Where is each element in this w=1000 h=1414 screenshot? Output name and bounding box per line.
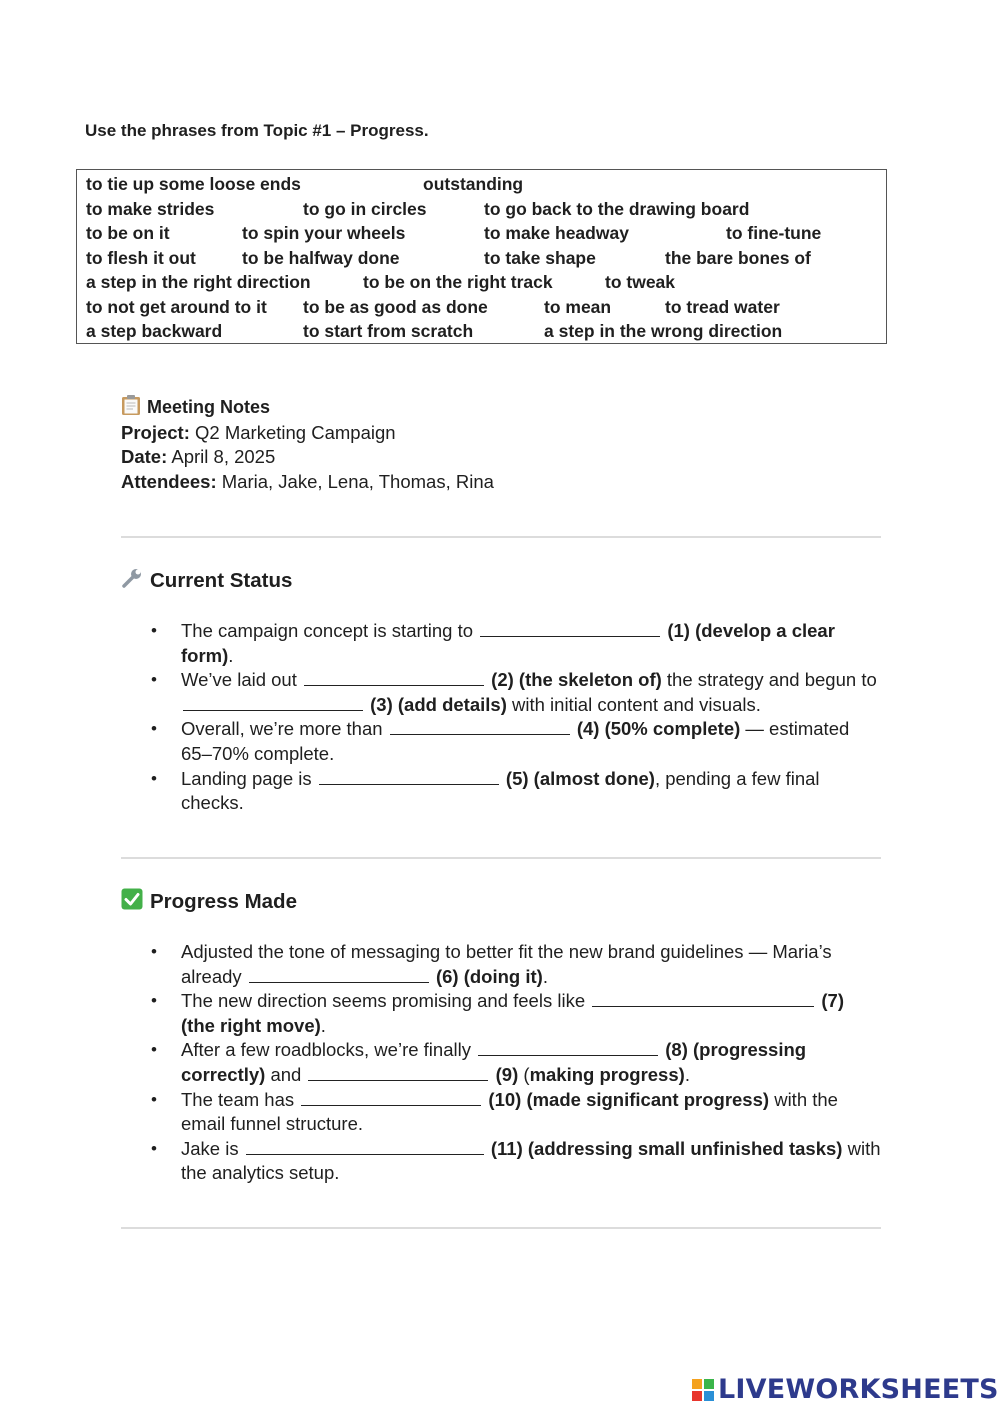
current-status-title: Current Status — [150, 569, 293, 592]
answer-blank-5[interactable] — [319, 767, 499, 785]
phrase: the bare bones of — [665, 248, 811, 268]
phrase: to be on it — [86, 223, 170, 243]
answer-blank-6[interactable] — [249, 965, 429, 983]
list-item: • Adjusted the tone of messaging to better fit the new brand guidelines — Maria’s already (6) (doing it). — [151, 940, 881, 989]
phrase: to take shape — [484, 248, 596, 268]
liveworksheets-logo — [692, 1374, 999, 1405]
check-box-icon — [121, 888, 143, 916]
answer-blank-2[interactable] — [304, 668, 484, 686]
logo-text: LIVEWORKSHEETS — [718, 1374, 999, 1405]
project-label: Project: — [121, 422, 190, 443]
phrase: to go back to the drawing board — [484, 199, 750, 219]
phrase: to tie up some loose ends — [86, 174, 301, 194]
phrase: to make headway — [484, 223, 629, 243]
date-value: April 8, 2025 — [171, 446, 276, 467]
phrase: to spin your wheels — [242, 223, 406, 243]
logo-square — [704, 1391, 714, 1401]
project-line — [121, 421, 396, 445]
clipboard-icon — [121, 394, 141, 421]
date-line — [121, 445, 275, 469]
meeting-notes-title — [121, 394, 270, 421]
divider — [121, 1227, 881, 1229]
phrase: a step in the right direction — [86, 272, 311, 292]
logo-square — [692, 1379, 702, 1389]
logo-square — [704, 1379, 714, 1389]
phrase: to start from scratch — [303, 321, 474, 341]
answer-blank-4[interactable] — [390, 717, 570, 735]
answer-blank-10[interactable] — [301, 1088, 481, 1106]
phrase: to flesh it out — [86, 248, 196, 268]
project-value: Q2 Marketing Campaign — [195, 422, 396, 443]
current-status-heading — [121, 567, 292, 595]
meeting-notes-label: Meeting Notes — [147, 397, 271, 417]
answer-blank-7[interactable] — [592, 989, 814, 1007]
attendees-line — [121, 470, 494, 494]
phrase: to tweak — [605, 272, 676, 292]
logo-square — [692, 1391, 702, 1401]
phrase: to be halfway done — [242, 248, 400, 268]
attendees-value: Maria, Jake, Lena, Thomas, Rina — [221, 471, 494, 492]
answer-blank-9[interactable] — [308, 1063, 488, 1081]
list-item: • The team has (10) (made significant progress) with the email funnel structure. — [151, 1088, 881, 1137]
list-item: • We’ve laid out (2) (the skeleton of) the strategy and begun to (3) (add details) with initial content and visuals. — [151, 668, 881, 717]
phrase: to tread water — [665, 297, 780, 317]
list-item: • The new direction seems promising and feels like (7) (the right move). — [151, 989, 881, 1038]
answer-blank-8[interactable] — [478, 1038, 658, 1056]
divider — [121, 536, 881, 538]
phrase: a step in the wrong direction — [544, 321, 783, 341]
progress-made-title: Progress Made — [150, 890, 297, 913]
list-item: • After a few roadblocks, we’re finally (8) (progressing correctly) and (9) (making progress). — [151, 1038, 881, 1087]
current-status-list — [151, 619, 881, 816]
phrase: to be on the right track — [363, 272, 553, 292]
divider — [121, 857, 881, 859]
list-item: • The campaign concept is starting to (1) (develop a clear form). — [151, 619, 881, 668]
progress-made-heading — [121, 888, 297, 916]
phrase: to go in circles — [303, 199, 427, 219]
phrase: to mean — [544, 297, 612, 317]
list-item: • Overall, we’re more than (4) (50% complete) — estimated 65–70% complete. — [151, 717, 881, 766]
phrase: outstanding — [423, 174, 524, 194]
date-label: Date: — [121, 446, 168, 467]
list-item: • Jake is (11) (addressing small unfinished tasks) with the analytics setup. — [151, 1137, 881, 1186]
instructions: Use the phrases from Topic #1 – Progress. — [85, 121, 429, 140]
list-item: • Landing page is (5) (almost done), pending a few final checks. — [151, 767, 881, 816]
phrase: to fine-tune — [726, 223, 822, 243]
attendees-label: Attendees: — [121, 471, 217, 492]
phrase: to not get around to it — [86, 297, 267, 317]
answer-blank-3[interactable] — [183, 693, 363, 711]
answer-blank-1[interactable] — [480, 619, 660, 637]
progress-made-list — [151, 940, 881, 1186]
logo-mark-icon — [692, 1379, 714, 1401]
phrase: to be as good as done — [303, 297, 488, 317]
wrench-icon — [121, 567, 143, 595]
phrase-bank — [76, 169, 887, 344]
phrase: to make strides — [86, 199, 215, 219]
answer-blank-11[interactable] — [246, 1137, 484, 1155]
phrase: a step backward — [86, 321, 223, 341]
